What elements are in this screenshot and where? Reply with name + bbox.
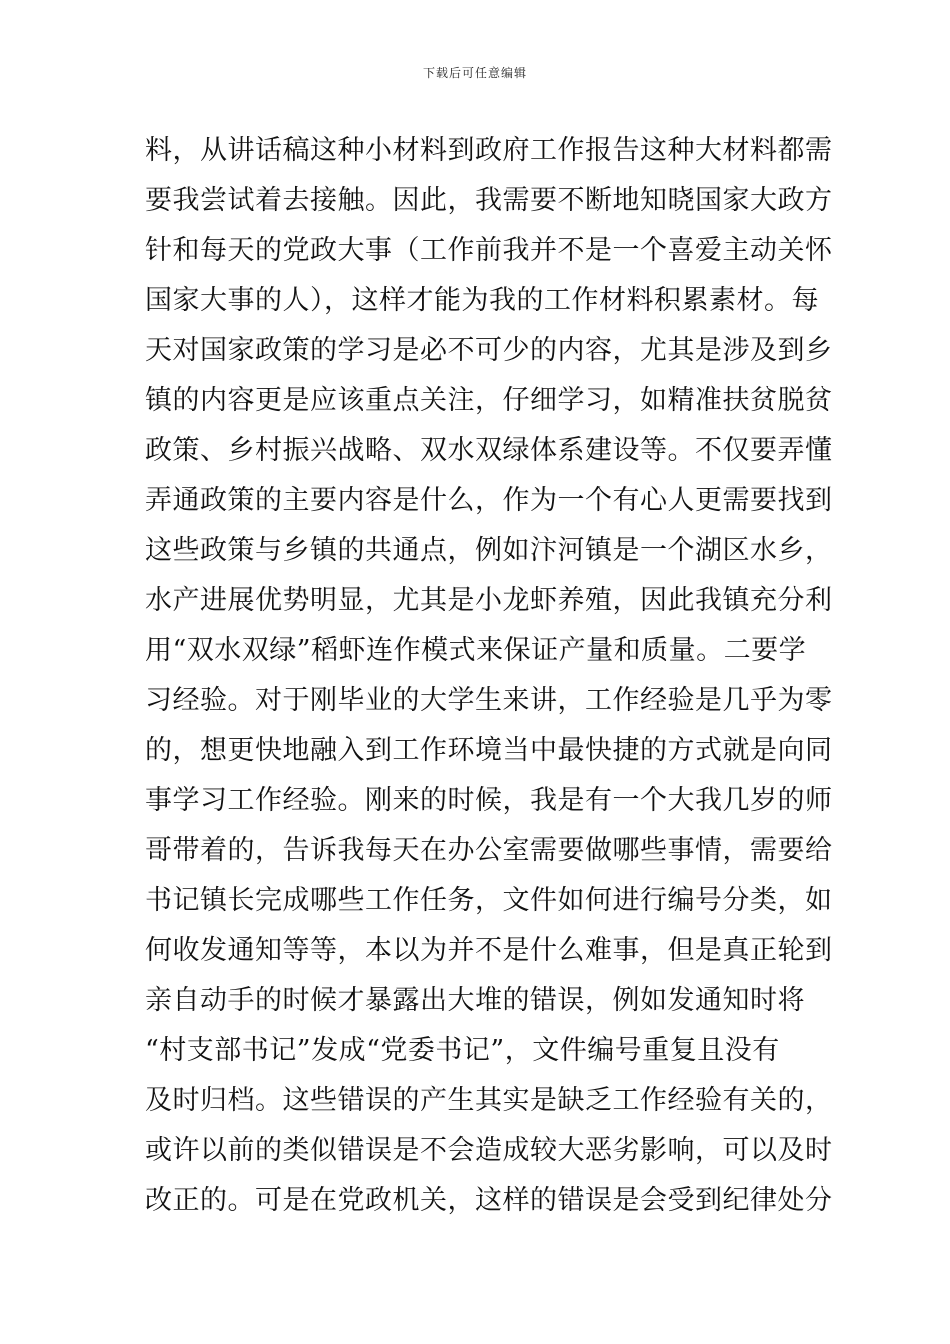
text-line: 政策、乡村振兴战略、双水双绿体系建设等。不仅要弄懂 bbox=[145, 435, 833, 466]
text-line: 水产进展优势明显，尤其是小龙虾养殖，因此我镇充分利 bbox=[145, 585, 833, 616]
text-line: 国家大事的人），这样才能为我的工作材料积累素材。每 bbox=[145, 285, 819, 316]
text-line: 这些政策与乡镇的共通点，例如汴河镇是一个湖区水乡， bbox=[145, 535, 833, 566]
text-line: 天对国家政策的学习是必不可少的内容，尤其是涉及到乡 bbox=[145, 335, 833, 366]
text-line: 书记镇长完成哪些工作任务，文件如何进行编号分类，如 bbox=[145, 885, 833, 916]
text-line: 哥带着的，告诉我每天在办公室需要做哪些事情，需要给 bbox=[145, 835, 833, 866]
text-line: 习经验。对于刚毕业的大学生来讲，工作经验是几乎为零 bbox=[145, 685, 833, 716]
text-line: 要我尝试着去接触。因此，我需要不断地知晓国家大政方 bbox=[145, 185, 833, 216]
text-line: “村支部书记”发成“党委书记”，文件编号重复且没有 bbox=[145, 1035, 780, 1066]
text-line: 弄通政策的主要内容是什么，作为一个有心人更需要找到 bbox=[145, 485, 833, 516]
text-line: 事学习工作经验。刚来的时候，我是有一个大我几岁的师 bbox=[145, 785, 833, 816]
text-line: 镇的内容更是应该重点关注，仔细学习，如精准扶贫脱贫 bbox=[145, 385, 833, 416]
body-text bbox=[145, 126, 833, 1226]
text-line: 何收发通知等等，本以为并不是什么难事，但是真正轮到 bbox=[145, 935, 833, 966]
text-line: 料，从讲话稿这种小材料到政府工作报告这种大材料都需 bbox=[145, 135, 833, 166]
text-line: 改正的。可是在党政机关，这样的错误是会受到纪律处分 bbox=[145, 1185, 833, 1216]
text-line: 或许以前的类似错误是不会造成较大恶劣影响，可以及时 bbox=[145, 1135, 833, 1166]
text-line: 的，想更快地融入到工作环境当中最快捷的方式就是向同 bbox=[145, 735, 833, 766]
page-header: 下载后可任意编辑 bbox=[422, 66, 527, 80]
text-line: 亲自动手的时候才暴露出大堆的错误，例如发通知时将 bbox=[145, 985, 805, 1016]
text-line: 及时归档。这些错误的产生其实是缺乏工作经验有关的， bbox=[145, 1085, 833, 1116]
text-line: 用“双水双绿”稻虾连作模式来保证产量和质量。二要学 bbox=[145, 635, 807, 666]
text-line: 针和每天的党政大事（工作前我并不是一个喜爱主动关怀 bbox=[145, 235, 833, 266]
